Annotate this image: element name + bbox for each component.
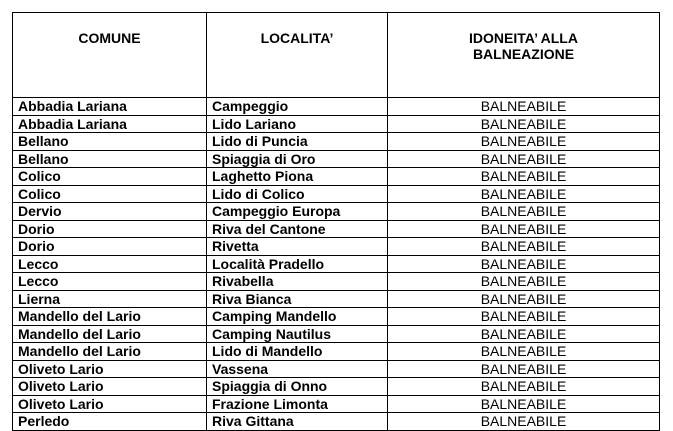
cell-comune: Oliveto Lario bbox=[13, 395, 207, 413]
table-row bbox=[13, 413, 660, 431]
table-row bbox=[13, 273, 660, 291]
cell-comune: Oliveto Lario bbox=[13, 378, 207, 396]
cell-localita: Lido Lariano bbox=[207, 115, 388, 133]
cell-localita: Lido di Mandello bbox=[207, 343, 388, 361]
table-row bbox=[13, 203, 660, 221]
cell-idoneita: BALNEABILE bbox=[388, 273, 660, 291]
cell-idoneita: BALNEABILE bbox=[388, 290, 660, 308]
table-row bbox=[13, 378, 660, 396]
cell-localita: Camping Mandello bbox=[207, 308, 388, 326]
table-row bbox=[13, 133, 660, 151]
cell-idoneita: BALNEABILE bbox=[388, 185, 660, 203]
table-row bbox=[13, 115, 660, 133]
cell-comune: Mandello del Lario bbox=[13, 343, 207, 361]
cell-idoneita: BALNEABILE bbox=[388, 360, 660, 378]
cell-idoneita: BALNEABILE bbox=[388, 168, 660, 186]
header-comune: COMUNE bbox=[13, 13, 207, 98]
cell-localita: Riva del Cantone bbox=[207, 220, 388, 238]
cell-comune: Lecco bbox=[13, 255, 207, 273]
table-row bbox=[13, 325, 660, 343]
cell-idoneita: BALNEABILE bbox=[388, 133, 660, 151]
cell-idoneita: BALNEABILE bbox=[388, 238, 660, 256]
table-row bbox=[13, 238, 660, 256]
cell-comune: Colico bbox=[13, 168, 207, 186]
cell-idoneita: BALNEABILE bbox=[388, 395, 660, 413]
cell-localita: Lido di Puncia bbox=[207, 133, 388, 151]
cell-idoneita: BALNEABILE bbox=[388, 98, 660, 116]
cell-localita: Frazione Limonta bbox=[207, 395, 388, 413]
bathing-suitability-table bbox=[12, 12, 660, 431]
cell-comune: Dervio bbox=[13, 203, 207, 221]
cell-comune: Dorio bbox=[13, 220, 207, 238]
cell-comune: Mandello del Lario bbox=[13, 325, 207, 343]
table-row bbox=[13, 150, 660, 168]
cell-localita: Località Pradello bbox=[207, 255, 388, 273]
cell-comune: Lecco bbox=[13, 273, 207, 291]
cell-idoneita: BALNEABILE bbox=[388, 220, 660, 238]
table-row bbox=[13, 290, 660, 308]
table-row bbox=[13, 255, 660, 273]
table-row bbox=[13, 395, 660, 413]
cell-idoneita: BALNEABILE bbox=[388, 115, 660, 133]
header-idoneita-line2: BALNEAZIONE bbox=[472, 46, 575, 62]
cell-localita: Campeggio bbox=[207, 98, 388, 116]
cell-comune: Mandello del Lario bbox=[13, 308, 207, 326]
cell-localita: Riva Bianca bbox=[207, 290, 388, 308]
cell-comune: Oliveto Lario bbox=[13, 360, 207, 378]
cell-localita: Spiaggia di Onno bbox=[207, 378, 388, 396]
cell-idoneita: BALNEABILE bbox=[388, 150, 660, 168]
cell-comune: Colico bbox=[13, 185, 207, 203]
cell-localita: Laghetto Piona bbox=[207, 168, 388, 186]
cell-localita: Spiaggia di Oro bbox=[207, 150, 388, 168]
table-row bbox=[13, 98, 660, 116]
table-header-row bbox=[13, 13, 660, 98]
cell-localita: Rivetta bbox=[207, 238, 388, 256]
cell-localita: Rivabella bbox=[207, 273, 388, 291]
table-row bbox=[13, 168, 660, 186]
cell-idoneita: BALNEABILE bbox=[388, 203, 660, 221]
header-localita: LOCALITA’ bbox=[207, 13, 388, 98]
cell-comune: Lierna bbox=[13, 290, 207, 308]
cell-idoneita: BALNEABILE bbox=[388, 378, 660, 396]
header-idoneita bbox=[388, 13, 660, 98]
cell-localita: Camping Nautilus bbox=[207, 325, 388, 343]
table-row bbox=[13, 220, 660, 238]
cell-comune: Perledo bbox=[13, 413, 207, 431]
cell-idoneita: BALNEABILE bbox=[388, 343, 660, 361]
cell-localita: Lido di Colico bbox=[207, 185, 388, 203]
table-row bbox=[13, 360, 660, 378]
cell-comune: Abbadia Lariana bbox=[13, 98, 207, 116]
table-row bbox=[13, 185, 660, 203]
table-row bbox=[13, 343, 660, 361]
cell-idoneita: BALNEABILE bbox=[388, 308, 660, 326]
cell-localita: Riva Gittana bbox=[207, 413, 388, 431]
cell-localita: Vassena bbox=[207, 360, 388, 378]
cell-localita: Campeggio Europa bbox=[207, 203, 388, 221]
cell-comune: Dorio bbox=[13, 238, 207, 256]
cell-idoneita: BALNEABILE bbox=[388, 413, 660, 431]
cell-idoneita: BALNEABILE bbox=[388, 325, 660, 343]
cell-comune: Bellano bbox=[13, 150, 207, 168]
table-row bbox=[13, 308, 660, 326]
cell-idoneita: BALNEABILE bbox=[388, 255, 660, 273]
cell-comune: Bellano bbox=[13, 133, 207, 151]
cell-comune: Abbadia Lariana bbox=[13, 115, 207, 133]
header-idoneita-line1: IDONEITA’ ALLA bbox=[469, 30, 578, 46]
